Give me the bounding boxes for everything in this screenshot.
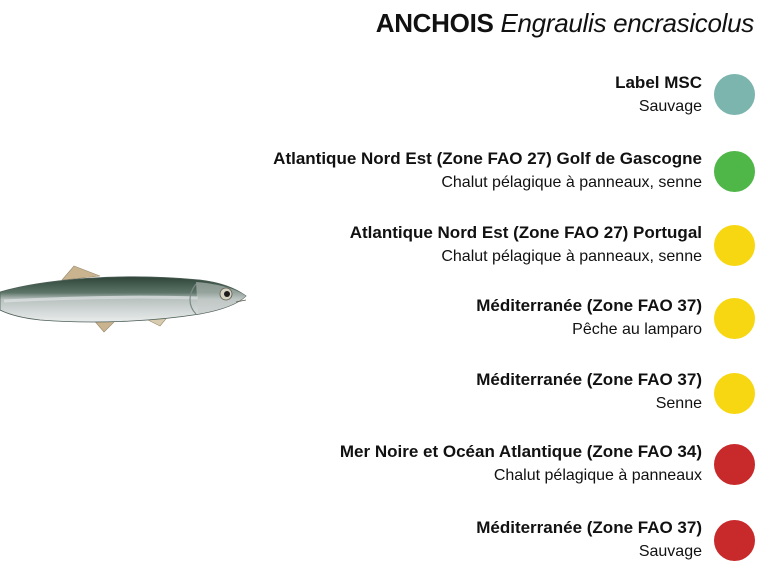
entry-zone: Méditerranée (Zone FAO 37): [476, 370, 702, 389]
entry-method: Chalut pélagique à panneaux, senne: [441, 248, 702, 265]
entry-zone: Atlantique Nord Est (Zone FAO 27) Golf de Gascogne: [273, 149, 702, 168]
status-dot: [714, 151, 755, 192]
entry-label-msc: [615, 72, 702, 118]
status-dot: [714, 225, 755, 266]
species-common-name: ANCHOIS: [375, 8, 494, 38]
entry-zone: Mer Noire et Océan Atlantique (Zone FAO 34): [339, 442, 702, 461]
entry-method: Sauvage: [638, 543, 702, 560]
entry-fishery: [340, 441, 702, 487]
entry-fishery: [273, 148, 702, 194]
entry-fishery: [476, 369, 702, 415]
entry-zone: Méditerranée (Zone FAO 37): [476, 296, 702, 315]
status-dot: [714, 520, 755, 561]
status-dot: [714, 373, 755, 414]
status-dot: [714, 298, 755, 339]
entry-method: Sauvage: [638, 98, 702, 115]
species-latin-name: Engraulis encrasicolus: [500, 8, 754, 38]
entry-method: Senne: [655, 395, 702, 412]
entry-zone: Label MSC: [615, 73, 702, 92]
entry-method: Pêche au lamparo: [572, 321, 702, 338]
entry-fishery: [476, 517, 702, 563]
status-dot: [714, 74, 755, 115]
status-dot: [714, 444, 755, 485]
entry-zone: Méditerranée (Zone FAO 37): [476, 518, 702, 537]
entry-method: Chalut pélagique à panneaux: [493, 467, 702, 484]
entry-fishery: [350, 222, 702, 268]
entry-method: Chalut pélagique à panneaux, senne: [441, 174, 702, 191]
entry-fishery: [476, 295, 702, 341]
entry-zone: Atlantique Nord Est (Zone FAO 27) Portugal: [349, 223, 702, 242]
